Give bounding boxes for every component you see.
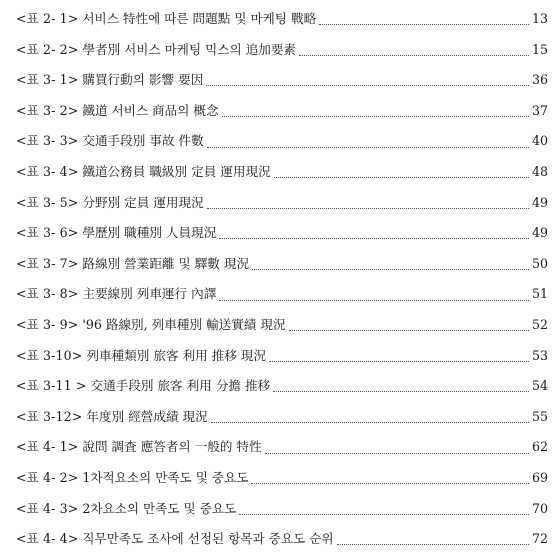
toc-entry <box>16 524 548 555</box>
dot-leader <box>211 421 529 423</box>
toc-entry-label: <표 4- 1> <box>16 439 79 455</box>
toc-entry-title: 서비스 特性에 따른 問題點 및 마케팅 戰略 <box>82 11 317 26</box>
toc-entry-label: <표 3- 6> <box>16 225 79 241</box>
toc-entry-page-number: 62 <box>531 439 548 455</box>
toc-entry-label: <표 4- 3> <box>16 500 79 516</box>
toc-entry-label: <표 3-10> <box>16 347 83 363</box>
toc-entry <box>16 35 548 66</box>
toc-entry-title: 購買行動의 影響 要因 <box>82 72 204 88</box>
toc-entry-label: <표 3- 2> <box>16 102 79 118</box>
toc-entry <box>16 4 548 35</box>
toc-entry-page-number: 37 <box>531 102 548 118</box>
toc-entry-label: <표 3- 5> <box>16 194 79 210</box>
toc-entry-label: <표 3- 7> <box>16 255 79 271</box>
toc-entry-page-number: 40 <box>531 133 548 149</box>
toc-entry <box>16 249 548 280</box>
toc-entry-title: 鐵道公務員 職級別 定員 運用現況 <box>82 163 271 179</box>
dot-leader <box>239 513 529 515</box>
toc-entry-page-number: 48 <box>531 163 548 179</box>
toc-entry-page-number: 15 <box>531 41 548 57</box>
toc-entry-title: 主要線別 列車運行 內譯 <box>82 286 217 302</box>
toc-entry-label: <표 3-12> <box>16 408 83 424</box>
toc-entry-label: <표 3- 4> <box>16 163 79 179</box>
toc-entry-title: '96 路線別, 列車種別 輸送實績 現況 <box>82 316 286 332</box>
toc-entry <box>16 310 548 341</box>
table-of-tables <box>16 4 548 555</box>
toc-entry <box>16 463 548 494</box>
toc-entry <box>16 65 548 96</box>
dot-leader <box>207 207 529 209</box>
dot-leader <box>207 146 529 148</box>
toc-entry <box>16 341 548 372</box>
toc-entry-page-number: 53 <box>531 347 548 363</box>
toc-entry-label: <표 4- 2> <box>16 469 79 485</box>
toc-entry-title: 列車種類別 旅客 利用 推移 現況 <box>86 347 267 363</box>
toc-entry-page-number: 49 <box>531 194 548 210</box>
toc-entry-title: 1차적요소의 만족도 및 중요도 <box>82 469 249 485</box>
toc-entry <box>16 157 548 188</box>
toc-entry-page-number: 54 <box>531 378 548 394</box>
toc-entry-page-number: 50 <box>531 255 548 271</box>
dot-leader <box>299 54 529 56</box>
toc-entry-page-number: 55 <box>531 408 548 424</box>
toc-entry-page-number: 13 <box>531 11 548 26</box>
toc-entry-title: 交通手段別 事故 件數 <box>82 133 204 149</box>
toc-entry-label: <표 3- 3> <box>16 133 79 149</box>
toc-entry <box>16 402 548 433</box>
toc-entry <box>16 96 548 127</box>
toc-entry-title: 學者別 서비스 마케팅 믹스의 追加要素 <box>82 41 297 57</box>
toc-entry-title: 직무만족도 조사에 선정된 항목과 중요도 순위 <box>82 531 334 547</box>
toc-entry-title: 學歷別 職種別 人員現況 <box>82 225 217 241</box>
toc-entry <box>16 371 548 402</box>
toc-entry-label: <표 3- 8> <box>16 286 79 302</box>
toc-entry-page-number: 36 <box>531 72 548 88</box>
toc-entry-label: <표 4- 4> <box>16 531 79 547</box>
toc-entry-title: 說問 調査 應答者의 一般的 特性 <box>82 439 262 455</box>
dot-leader <box>206 84 529 86</box>
dot-leader <box>251 482 529 484</box>
toc-entry-title: 鐵道 서비스 商品의 概念 <box>82 102 219 118</box>
dot-leader <box>222 115 529 117</box>
toc-entry-page-number: 51 <box>531 286 548 302</box>
dot-leader <box>265 452 529 454</box>
toc-entry-label: <표 3- 1> <box>16 72 79 88</box>
toc-entry-title: 2차요소의 만족도 및 중요도 <box>82 500 237 516</box>
dot-leader <box>219 237 529 239</box>
toc-entry-label: <표 3-11 > <box>16 378 87 394</box>
dot-leader <box>269 360 529 362</box>
toc-entry <box>16 494 548 525</box>
dot-leader <box>274 176 529 178</box>
toc-entry-page-number: 70 <box>531 500 548 516</box>
dot-leader <box>319 23 529 25</box>
dot-leader <box>337 543 529 545</box>
toc-entry-page-number: 49 <box>531 225 548 241</box>
toc-entry <box>16 218 548 249</box>
dot-leader <box>252 268 529 270</box>
toc-entry <box>16 279 548 310</box>
toc-entry-page-number: 69 <box>531 469 548 485</box>
toc-entry-page-number: 72 <box>531 531 548 547</box>
toc-entry-title: 路線別 營業距離 및 驛數 現況 <box>82 255 250 271</box>
toc-entry-label: <표 3- 9> <box>16 316 79 332</box>
toc-entry <box>16 188 548 219</box>
toc-entry-title: 交通手段別 旅客 利用 分擔 推移 <box>90 378 271 394</box>
dot-leader <box>219 299 529 301</box>
toc-entry-label: <표 2- 1> <box>16 11 79 26</box>
toc-entry <box>16 432 548 463</box>
toc-entry-title: 年度別 經營成績 現況 <box>86 408 208 424</box>
toc-entry-title: 分野別 定員 運用現況 <box>82 194 204 210</box>
dot-leader <box>273 390 529 392</box>
toc-entry-page-number: 52 <box>531 316 548 332</box>
dot-leader <box>289 329 529 331</box>
toc-entry <box>16 126 548 157</box>
toc-entry-label: <표 2- 2> <box>16 41 79 57</box>
